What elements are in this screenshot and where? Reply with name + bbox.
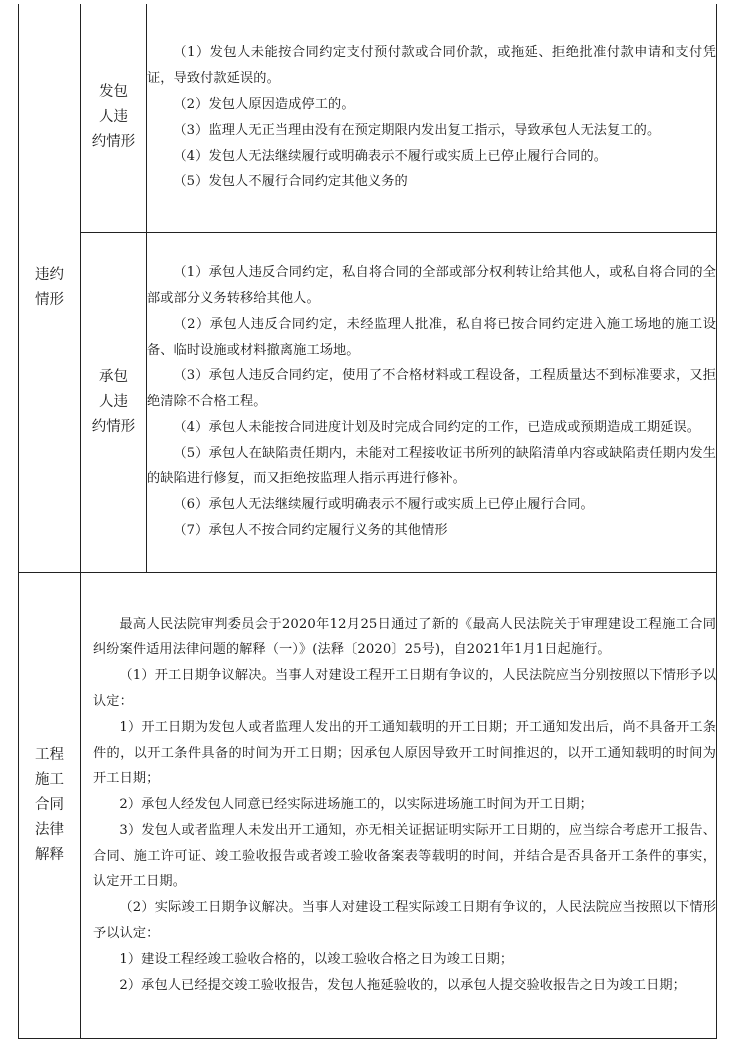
list-item: （4）承包人未能按合同进度计划及时完成合同约定的工作，已造成或预期造成工期延误。 [173, 419, 701, 435]
legal-interpretation-content [81, 572, 717, 1038]
list-item: （4）发包人无法继续履行或明确表示不履行或实质上已停止履行合同的。 [173, 148, 608, 164]
category-cell-legal-interpretation [19, 572, 81, 1038]
paragraph: 1）建设工程经竣工验收合格的，以竣工验收合格之日为竣工日期； [119, 951, 514, 967]
subcategory-label-line: 承包 [99, 368, 128, 385]
category-label-line: 违约 [35, 266, 64, 283]
paragraph: 3）发包人或者监理人未发出开工通知，亦无相关证据证明实际开工日期的，应当综合考虑开工报告、合同、施工许可证、竣工验收报告或者竣工验收备案表等载明的时间，并结合是否具备开工条件的事实，认定开工日期。 [93, 822, 716, 890]
list-item: （3）监理人无正当理由没有在预定期限内发出复工指示，导致承包人无法复工的。 [173, 122, 661, 138]
subcategory-label-line: 人违 [99, 109, 128, 126]
list-item: （3）承包人违反合同约定，使用了不合格材料或工程设备，工程质量达不到标准要求，又拒绝清除不合格工程。 [147, 368, 716, 410]
subcategory-cell-employer [81, 4, 147, 232]
paragraph: 2）承包人经发包人同意已经实际进场施工的，以实际进场施工时间为开工日期； [119, 797, 593, 813]
list-item: （2）发包人原因造成停工的。 [173, 96, 355, 112]
table-row [19, 232, 717, 572]
list-item: （1）发包人未能按合同约定支付预付款或合同价款，或拖延、拒绝批准付款申请和支付凭证，导致付款延误的。 [147, 45, 716, 87]
table-row [19, 4, 717, 232]
contractor-breach-content [147, 232, 717, 572]
list-item: （7）承包人不按合同约定履行义务的其他情形 [173, 523, 448, 539]
paragraph: （2）实际竣工日期争议解决。当事人对建设工程实际竣工日期有争议的，人民法院应当按照以下情形予以认定： [93, 900, 716, 942]
category-label-line: 合同 [35, 796, 64, 813]
subcategory-cell-contractor [81, 232, 147, 572]
subcategory-label-line: 约情形 [91, 134, 136, 151]
list-item: （1）承包人违反合同约定，私自将合同的全部或部分权利转让给其他人，或私自将合同的全部或部分义务转移给其他人。 [147, 265, 716, 306]
list-item: （5）发包人不履行合同约定其他义务的 [173, 174, 408, 190]
category-label-line: 法律 [35, 821, 64, 838]
category-label-line: 解释 [35, 846, 64, 863]
category-label-line: 工程 [35, 746, 64, 763]
list-item: （2）承包人违反合同约定，未经监理人批准，私自将已按合同约定进入施工场地的施工设备、临时设施或材料撤离施工场地。 [147, 316, 716, 358]
contract-table [18, 4, 717, 1039]
category-label-line: 情形 [35, 291, 64, 308]
subcategory-label-line: 人违 [99, 393, 128, 410]
employer-breach-content [147, 4, 717, 232]
category-label-line: 施工 [35, 771, 64, 788]
paragraph: 最高人民法院审判委员会于2020年12月25日通过了新的《最高人民法院关于审理建设工程施工合同纠纷案件适用法律问题的解释（一）》(法释〔2020〕25号)，自2021年1月1日起施行。 [93, 616, 716, 658]
paragraph: （1）开工日期争议解决。当事人对建设工程开工日期有争议的，人民法院应当分别按照以下情形予以认定： [93, 668, 716, 709]
paragraph: 1）开工日期为发包人或者监理人发出的开工通知载明的开工日期；开工通知发出后，尚不具备开工条件的，以开工条件具备的时间为开工日期；因承包人原因导致开工时间推迟的，以开工通知载明的时间为开工日期； [93, 719, 716, 787]
subcategory-label-line: 发包 [99, 84, 128, 101]
paragraph: 2）承包人已经提交竣工验收报告，发包人拖延验收的，以承包人提交验收报告之日为竣工日期； [119, 977, 686, 993]
subcategory-label-line: 约情形 [91, 418, 136, 435]
table-row [19, 572, 717, 1038]
category-cell-breach [19, 4, 81, 572]
list-item: （5）承包人在缺陷责任期内，未能对工程接收证书所列的缺陷清单内容或缺陷责任期内发生的缺陷进行修复，而又拒绝按监理人指示再进行修补。 [147, 445, 716, 487]
list-item: （6）承包人无法继续履行或明确表示不履行或实质上已停止履行合同。 [173, 497, 594, 513]
